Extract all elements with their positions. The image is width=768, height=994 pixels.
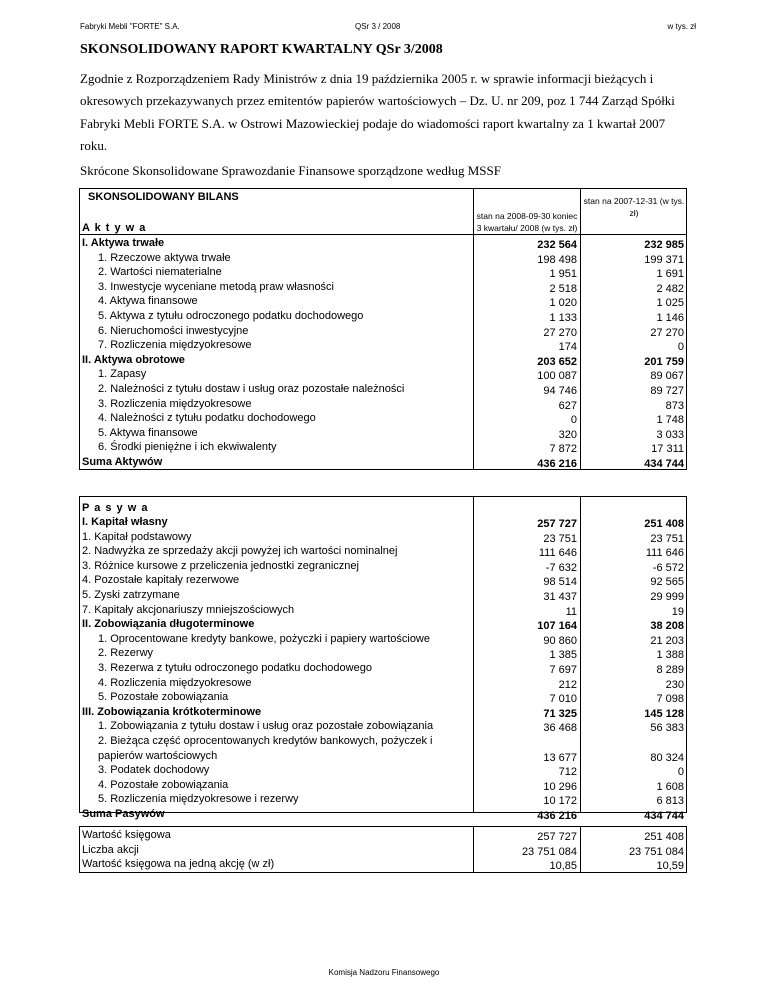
header-unit: w tys. zł	[667, 22, 696, 31]
row-label: 1. Oprocentowane kredyty bankowe, pożyczki i papiery wartościowe	[98, 632, 430, 645]
value-2008: 90 860	[543, 634, 577, 647]
statement-subtitle: Skrócone Skonsolidowane Sprawozdanie Finansowe sporządzone według MSSF	[80, 163, 501, 178]
row-label: III. Zobowiązania krótkoterminowe	[82, 705, 262, 718]
header-report-id: QSr 3 / 2008	[355, 22, 401, 31]
value-2007: 232 985	[644, 239, 684, 251]
row-label: 5. Zyski zatrzymane	[82, 589, 180, 601]
row-label: 1. Rzeczowe aktywa trwałe	[98, 251, 231, 264]
row-label: 4. Pozostałe zobowiązania	[98, 778, 229, 791]
value-2007: 434 744	[644, 810, 684, 822]
value-2007: 89 727	[650, 385, 684, 397]
value-2008: 11	[565, 605, 577, 618]
value-2008: 27 270	[543, 326, 577, 339]
row-label: I. Aktywa trwałe	[82, 237, 165, 249]
row-label: 4. Rozliczenia międzyokresowe	[98, 676, 252, 689]
value-2007: 89 067	[650, 370, 684, 383]
value-2007: 29 999	[650, 591, 684, 603]
value-2007: 92 565	[650, 576, 684, 589]
value-2007: 145 128	[644, 707, 684, 720]
row-label: 6. Nieruchomości inwestycyjne	[98, 324, 249, 337]
value-2007: 23 751	[650, 532, 684, 545]
row-label: 2. Bieżąca część oprocentowanych kredytów bankowych, pożyczek i papierów wartościowych	[98, 735, 433, 762]
value-2007: 199 371	[644, 253, 684, 266]
row-label: II. Zobowiązania długoterminowe	[82, 618, 255, 631]
value-2007: 111 646	[645, 547, 684, 560]
row-label: 3. Inwestycje wyceniane metodą praw własności	[98, 280, 335, 293]
value-2007: 1 388	[656, 649, 684, 662]
value-2008: -7 632	[545, 561, 577, 574]
report-title: SKONSOLIDOWANY RAPORT KWARTALNY QSr 3/2008	[80, 42, 443, 57]
row-label: 7. Rozliczenia międzyokresowe	[98, 339, 252, 352]
value-2008: 111 646	[538, 547, 577, 560]
row-label: 3. Różnice kursowe z przeliczenia jednostki zegranicznej	[82, 559, 359, 572]
value-2008: 100 087	[537, 370, 577, 383]
assets-table	[79, 188, 687, 470]
value-2008: 436 216	[537, 458, 577, 470]
value-2008: 203 652	[537, 355, 577, 368]
value-2007: 21 203	[650, 634, 684, 647]
row-label: Liczba akcji	[82, 843, 139, 856]
row-label: 2. Rezerwy	[98, 647, 154, 660]
row-label: 5. Aktywa finansowe	[98, 426, 198, 439]
value-2008: 1 385	[549, 649, 577, 662]
value-2007: 1 608	[656, 780, 684, 793]
value-2008: 10 172	[543, 795, 577, 808]
value-2007: 80 324	[650, 751, 684, 764]
column-header-2007: stan na 2007-12-31 (w tys. zł)	[583, 196, 685, 218]
value-2008: 712	[558, 766, 577, 779]
row-label: 4. Pozostałe kapitały rezerwowe	[82, 574, 240, 587]
value-2008: 320	[558, 428, 577, 441]
row-label: Suma Aktywów	[82, 456, 163, 468]
value-2007: 17 311	[651, 443, 684, 456]
header-company: Fabryki Mebli "FORTE" S.A.	[80, 22, 180, 31]
value-2007: 1 146	[656, 312, 684, 324]
value-2007: 873	[665, 399, 684, 412]
value-2008: 10 296	[543, 780, 577, 793]
value-2008: 23 751 084	[521, 845, 577, 858]
row-label: II. Aktywa obrotowe	[82, 353, 185, 366]
row-label: 3. Podatek dochodowy	[98, 764, 210, 777]
value-2007: 434 744	[644, 458, 684, 470]
row-label: 5. Rozliczenia międzyokresowe i rezerwy	[98, 793, 299, 806]
value-2008: 1 951	[549, 268, 577, 281]
value-2007: 230	[665, 678, 684, 691]
value-2007: 1 748	[656, 414, 684, 427]
row-label: 3. Rozliczenia międzyokresowe	[98, 397, 252, 410]
row-label: 1. Kapitał podstawowy	[82, 530, 192, 543]
row-label: 4. Należności z tytułu podatku dochodowego	[98, 412, 316, 425]
value-2007: 1 025	[656, 297, 684, 310]
value-2008: 107 164	[537, 620, 577, 633]
value-2007: 19	[671, 605, 684, 618]
value-2008: 94 746	[543, 385, 577, 397]
value-2008: 174	[558, 341, 577, 354]
row-label: Wartość księgowa na jedną akcję (w zł)	[82, 858, 275, 871]
value-2007: 0	[677, 766, 684, 779]
book-value-table	[79, 826, 687, 873]
row-label: 3. Rezerwa z tytułu odroczonego podatku dochodowego	[98, 662, 372, 674]
row-label: 2. Nadwyżka ze sprzedaży akcji powyżej ich wartości nominalnej	[82, 545, 398, 558]
value-2008: 31 437	[543, 591, 577, 603]
value-2007: -6 572	[652, 561, 684, 574]
row-label: 4. Aktywa finansowe	[98, 295, 198, 308]
value-2007: 10,59	[656, 860, 684, 873]
value-2007: 8 289	[656, 664, 684, 676]
value-2008: 13 677	[543, 751, 577, 764]
value-2008: 198 498	[537, 253, 577, 266]
footer: Komisja Nadzoru Finansowego	[328, 968, 440, 977]
value-2007: 201 759	[644, 355, 684, 368]
value-2008: 212	[558, 678, 577, 691]
row-label: I. Kapitał własny	[82, 516, 168, 528]
value-2007: 56 383	[650, 722, 684, 735]
value-2008: 257 727	[537, 831, 577, 843]
row-label: 5. Pozostałe zobowiązania	[98, 691, 229, 704]
row-label: 6. Środki pieniężne i ich ekwiwalenty	[98, 441, 277, 454]
liabilities-heading: P a s y w a	[82, 502, 149, 514]
value-2008: 10,85	[549, 860, 577, 873]
value-2007: 251 408	[644, 831, 684, 843]
value-2008: 7 697	[549, 664, 577, 676]
liabilities-table	[79, 496, 687, 822]
value-2007: 3 033	[656, 428, 684, 441]
row-label: 5. Aktywa z tytułu odroczonego podatku dochodowego	[98, 310, 364, 322]
column-header-2008: stan na 2008-09-30 koniec 3 kwartału/ 2008 (w tys. zł)	[476, 211, 578, 233]
value-2008: 232 564	[537, 239, 577, 251]
value-2007: 38 208	[650, 620, 684, 633]
value-2008: 98 514	[543, 576, 577, 589]
intro-paragraph: Zgodnie z Rozporządzeniem Rady Ministrów z dnia 19 października 2005 r. w sprawie informacji bieżących i okresowych przekazywanych przez emitentów papierów wartościowych – Dz. U. nr 209, poz 1 744 Zarząd Spółki Fabryki Mebli FORTE S.A. w Ostrowi Mazowieckiej podaje do wiadomości raport kwartalny za 1 kwartał 2007 roku.	[80, 71, 675, 154]
value-2007: 2 482	[656, 282, 684, 295]
value-2007: 27 270	[650, 326, 684, 339]
value-2007: 251 408	[644, 518, 684, 530]
value-2008: 71 325	[543, 707, 577, 720]
value-2008: 2 518	[549, 282, 577, 295]
header-divider	[80, 234, 686, 235]
row-label: 1. Zobowiązania z tytułu dostaw i usług oraz pozostałe zobowiązania	[98, 720, 434, 733]
row-label: 1. Zapasy	[98, 368, 147, 381]
value-2007: 0	[677, 341, 684, 354]
row-label: 2. Wartości niematerialne	[98, 266, 222, 279]
row-label: 7. Kapitały akcjonariuszy mniejszościowych	[82, 603, 295, 616]
value-2008: 257 727	[537, 518, 577, 530]
value-2007: 7 098	[656, 693, 684, 706]
value-2007: 6 813	[656, 795, 684, 808]
value-2008: 7 872	[549, 443, 577, 456]
value-2007: 1 691	[656, 268, 684, 281]
value-2008: 36 468	[543, 722, 577, 735]
row-label: Wartość księgowa	[82, 829, 171, 841]
value-2008: 23 751	[543, 532, 577, 545]
value-2008: 7 010	[549, 693, 577, 706]
balance-heading: SKONSOLIDOWANY BILANS	[88, 191, 239, 203]
row-label: 2. Należności z tytułu dostaw i usług oraz pozostałe należności	[98, 383, 405, 395]
value-2008: 1 133	[549, 312, 577, 324]
value-2008: 436 216	[537, 810, 577, 822]
value-2007: 23 751 084	[628, 845, 684, 858]
value-2008: 627	[558, 399, 577, 412]
row-label: Suma Pasywów	[82, 808, 165, 820]
assets-heading: A k t y w a	[82, 222, 147, 234]
value-2008: 1 020	[549, 297, 577, 310]
value-2008: 0	[570, 414, 577, 427]
